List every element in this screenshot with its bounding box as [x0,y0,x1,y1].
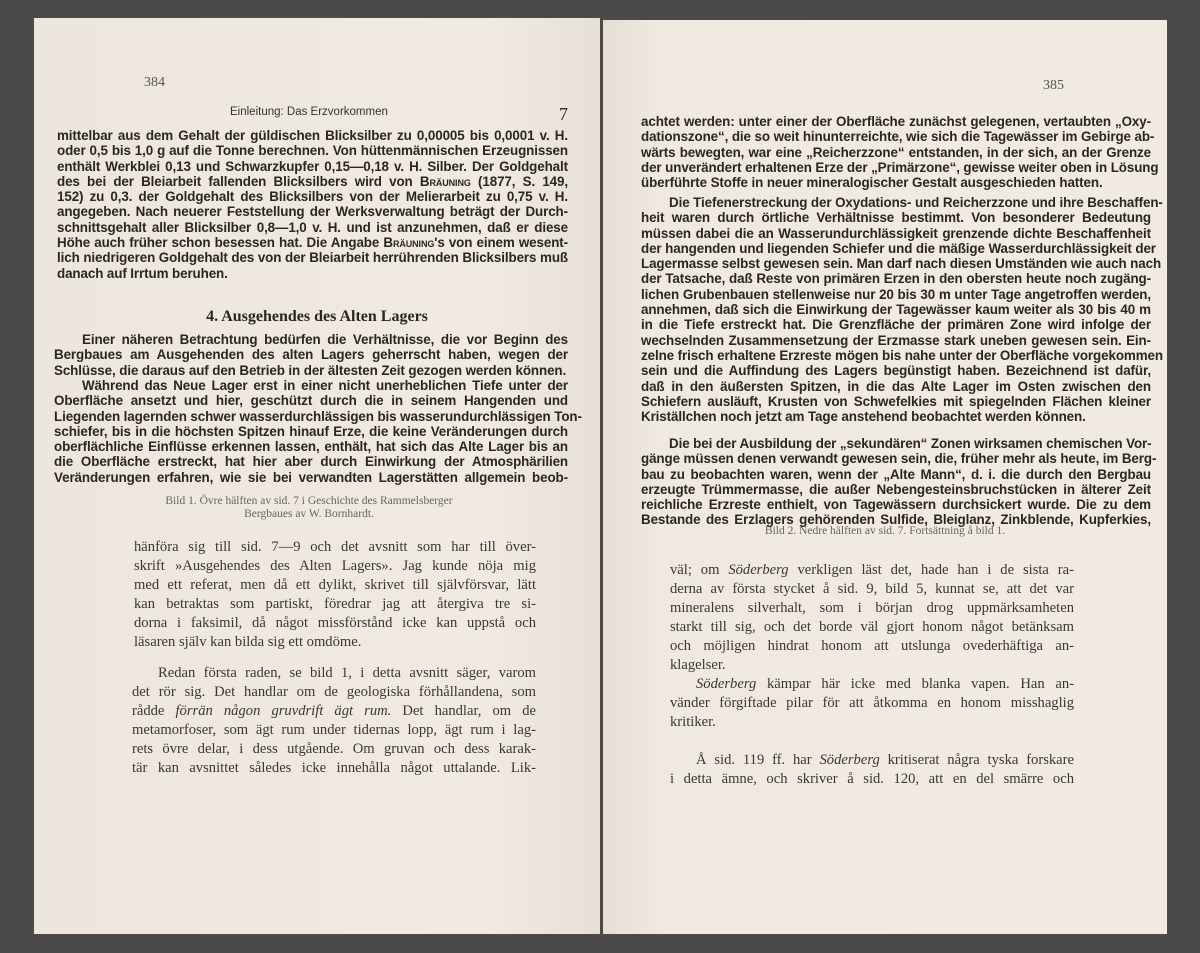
figure-caption-1 [94,495,524,521]
text-segment: Det handlar, om de [391,703,536,719]
text-segment: verkligen läst det, hade han i de sista ra- [788,562,1074,578]
swedish-paragraph-1 [670,561,1074,675]
author-name: Bräuning [419,173,471,189]
text-line: die Oberfläche erstreckt, hat hier aber durch Einwirkung der Atmosphärilien [54,454,568,470]
text-line: Bild 2. Nedre hälften av sid. 7. Fortsättning å bild 1. [764,525,1006,537]
german-paragraph-3 [54,378,582,485]
text-line: der Tatsache, daß Reste von primären Erzen in den obersten heute noch zugäng- [641,271,1151,287]
italic-text: Söderberg [696,676,757,692]
text-line: mineralens silverhalt, som i början drog uppmärksamheten [670,600,1074,616]
italic-text: Söderberg [819,752,880,768]
text-line: heit waren durch örtliche Verhältnisse bestimmt. Von besonderer Bedeutung [641,210,1151,226]
text-line: Bild 1. Övre hälften av sid. 7 i Geschichte des Rammelsberger [165,495,453,507]
text-line: der unverändert erhaltenen Erze der „Primärzone“, gewisse weiter oben in Lösung [641,159,1159,175]
text-segment: väl; om [670,562,729,578]
text-line: Lagermasse selbst gewesen sein. Man darf nach diesen Umständen wie auch nach [641,256,1162,272]
italic-text: förrän någon gruvdrift ägt rum. [175,703,392,719]
text-line: mittelbar aus dem Gehalt der güldischen Blicksilber zu 0,00005 bis 0,0001 v. H. [57,128,568,143]
german-paragraph-3 [641,436,1157,528]
text-line: Schiefern ausläuft, Krusten von Schwefelkies mit spiegelnden Flächen kleiner [641,393,1151,409]
text-line: daß in den äußersten Spitzen, in die das Alte Lager im Osten zwischen den [641,378,1151,394]
text-line: bau zu beobachten waren, wenn der „Alte Mann“, d. i. die durch den Bergbau [641,466,1151,482]
text-segment: kritiserat några tyska forskare [879,752,1074,768]
text-line: tär kan avsnittet således icke innehålla något uttalande. Lik- [132,760,536,776]
text-line: sein und die Auffindung des Lagers begünstigt haben. Bezeichnend ist dafür, [641,363,1151,379]
text-line: Schlüsse, die daraus auf den Betrieb in der ältesten Zeit gezogen werden können. [54,362,567,378]
text-line: läsaren själv kan bilda sig ett omdöme. [134,634,362,650]
text-line [57,174,568,189]
text-line: hänföra sig till sid. 7—9 och det avsnitt som har till över- [134,539,536,555]
author-name: Bräuning [383,235,435,251]
text-segment: Höhe auch früher schon besessen hat. Die Angabe [57,235,384,251]
swedish-paragraph-2 [670,675,1074,732]
text-line: schiefer, bis in die höchsten Spitzen hinauf Erze, die keine Veränderungen durch [54,423,568,439]
text-segment: des bei der Bleiarbeit fallenden Blicksilbers wird von [57,173,420,189]
text-line: wechselnden Zusammensetzung der Erzmasse stark uneben gewesen sein. Ein- [641,332,1151,348]
text-line [670,561,1074,580]
text-line: lichen Grubenbauen stellenweise nur 20 bis 30 m unter Tage angetroffen werden, [641,286,1151,302]
text-segment: kämpar här icke med blanka vapen. Han an- [756,676,1074,692]
text-line: dationszone“, die so weit hinunterreichte, wie sich die Tagewässer im Gebirge ab- [641,129,1155,145]
text-line: Die bei der Ausbildung der „sekundären“ Zonen wirksamen chemischen Vor- [669,436,1152,451]
running-head: Einleitung: Das Erzvorkommen [230,106,388,118]
text-line: starkt till sig, och det borde väl gjort honom något betänksam [670,619,1074,635]
text-segment: Å sid. 119 ff. har [696,752,820,768]
text-line: schnittsgehalt aller Blicksilber 0,8—1,0 v. H. und ist anzunehmen, daß er diese [57,219,568,235]
text-line: oberflächliche Einflüsse erkennen lassen, enthält, hat sich das Alte Lager bis an [54,439,568,455]
text-line: zelne frisch erhaltene Erzreste mögen bis nahe unter der Oberfläche vorgekommen [641,347,1163,363]
text-line: danach auf Irrtum beruhen. [57,265,228,281]
italic-text: Söderberg [728,562,789,578]
text-line: kan betraktas som partiskt, föredrar jag att återgiva tre si- [134,596,536,612]
text-line: Die Tiefenerstreckung der Oxydations- und Reicherzzone und ihre Beschaffen- [669,195,1163,210]
section-heading: 4. Ausgehendes des Alten Lagers [206,308,428,325]
facsimile-page-number: 384 [144,75,165,90]
text-line: Bergbaues am Ausgehenden des alten Lagers geherrscht haben, wegen der [54,347,568,363]
text-line: och möjligen hindrat honom att utslunga ovederhäftiga an- [670,638,1074,654]
text-line: derna av första stycket å sid. 9, bild 5, kunnat se, att det var [670,581,1074,597]
text-line [670,751,1074,770]
german-paragraph-2 [54,332,568,378]
text-line: 152) zu 0,3. der Goldgehalt des Blicksilbers von der Melierarbeit zu 0,75 v. H. [57,189,568,205]
text-line: müssen dabei die an Wasserundurchlässigkeit grenzende dichte Beschaffenheit [641,225,1151,241]
text-line: Liegenden lagernden schwer wasserdurchlässigen bis wasserundurchlässigen Ton- [54,408,582,424]
text-line: annehmen, daß sich die Einwirkung der Tagewässer kaum weiter als 30 bis 40 m [641,302,1151,318]
text-line: Einer näheren Betrachtung bedürfen die Verhältnisse, die vor Beginn des [82,332,568,347]
text-line [670,675,1074,694]
text-line [132,702,536,721]
text-line: überführte Stoffe in neuer mineralogischer Gestalt ausgeschieden hatten. [641,175,1103,191]
text-line: wärts bewegten, war eine „Reicherzzone“ entstanden, in der sich, an der Grenze [641,144,1151,160]
text-line: oder 0,5 bis 1,0 g auf die Tonne berechnen. Von hüttenmännischen Erzeugnissen [57,143,568,159]
text-line: angegeben. Nach neuerer Feststellung der Werksverwaltung beträgt der Durch- [57,204,568,220]
german-paragraph-2 [641,195,1163,425]
swedish-paragraph-3 [670,751,1074,789]
text-line: det rör sig. Det handlar om de geologiska förhållandena, som [132,684,536,700]
swedish-paragraph-1 [134,538,536,652]
text-line: vänder förgiftade pilar för att åtkomma en honom misshaglig [670,695,1074,711]
german-paragraph-1 [641,114,1159,191]
left-page [34,18,600,934]
text-line: enthält Werkblei 0,13 und Schwarzkupfer 0,15—0,18 v. H. Silber. Der Goldgehalt [57,158,568,174]
text-segment: (1877, S. 149, [470,173,569,189]
text-line: Kriställchen noch jetzt am Tage anstehend beobachtet werden können. [641,409,1086,425]
text-line: reichliche Erzreste enthielt, von Tagewässern durchsickert wurde. Die zu dem [641,497,1151,513]
text-segment: 's von einem wesent- [434,235,569,251]
text-line: dorna i faksimil, då något missförstånd icke kan uppstå och [134,615,536,631]
text-line: Während das Neue Lager erst in einer nicht unerheblichen Tiefe unter der [82,378,568,393]
text-line: Redan första raden, se bild 1, i detta avsnitt säger, varom [158,665,536,681]
text-line: Veränderungen erfahren, wie sie bei verwandten Lagerstätten allgemein beob- [54,469,568,485]
text-line: gänge müssen denen verwandt gewesen sein, die, früher mehr als heute, im Berg- [641,451,1157,467]
text-line: skrift »Ausgehendes des Alten Lagers». Jag kunde nöja mig [134,558,536,574]
text-line: med ett referat, men då ett dylikt, skrivet till självförsvar, lätt [134,577,536,593]
running-page-number: 7 [559,104,568,124]
text-line: lich niedrigeren Goldgehalt des von der Bleiarbeit herrührenden Blicksilbers muß [57,250,568,266]
text-line: Bergbaues av W. Bornhardt. [244,508,374,520]
text-line: Bestande des Erzlagers gehörenden Sulfide, Bleiglanz, Zinkblende, Kupferkies, [641,512,1151,528]
swedish-paragraph-2 [132,664,536,778]
text-line [57,235,568,250]
facsimile-page-number: 385 [1043,78,1064,93]
german-paragraph-1 [57,128,568,281]
text-line: kritiker. [670,714,716,730]
text-line: erzeugte Trümmermasse, die außer Nebengesteinsbruchstücken in älterer Zeit [641,481,1151,497]
text-line: i detta ämne, och skriver å sid. 120, att en del smärre och [670,771,1074,787]
text-line: in die Tiefe erstreckt hat. Die Grenzfläche der primären Zone wird infolge der [641,317,1151,333]
text-line: der hangenden und liegenden Schiefer und die mäßige Wasserdurchlässigkeit der [641,240,1156,256]
text-line: rets övre delar, i dess utgående. Om gruvan och dess karak- [132,741,536,757]
text-segment: rådde [132,703,176,719]
figure-caption-2 [603,525,1167,538]
text-line: metamorfoser, som ägt rum under tidernas lopp, ägt rum i lag- [132,722,536,738]
text-line: Oberfläche ansetzt und hier, geschützt durch die in seinem Hangenden und [54,393,568,409]
text-line: achtet werden: unter einer der Oberfläche zunächst gelegenen, vertaubten „Oxy- [641,114,1151,129]
text-line: klagelser. [670,657,726,673]
right-page [603,20,1167,934]
